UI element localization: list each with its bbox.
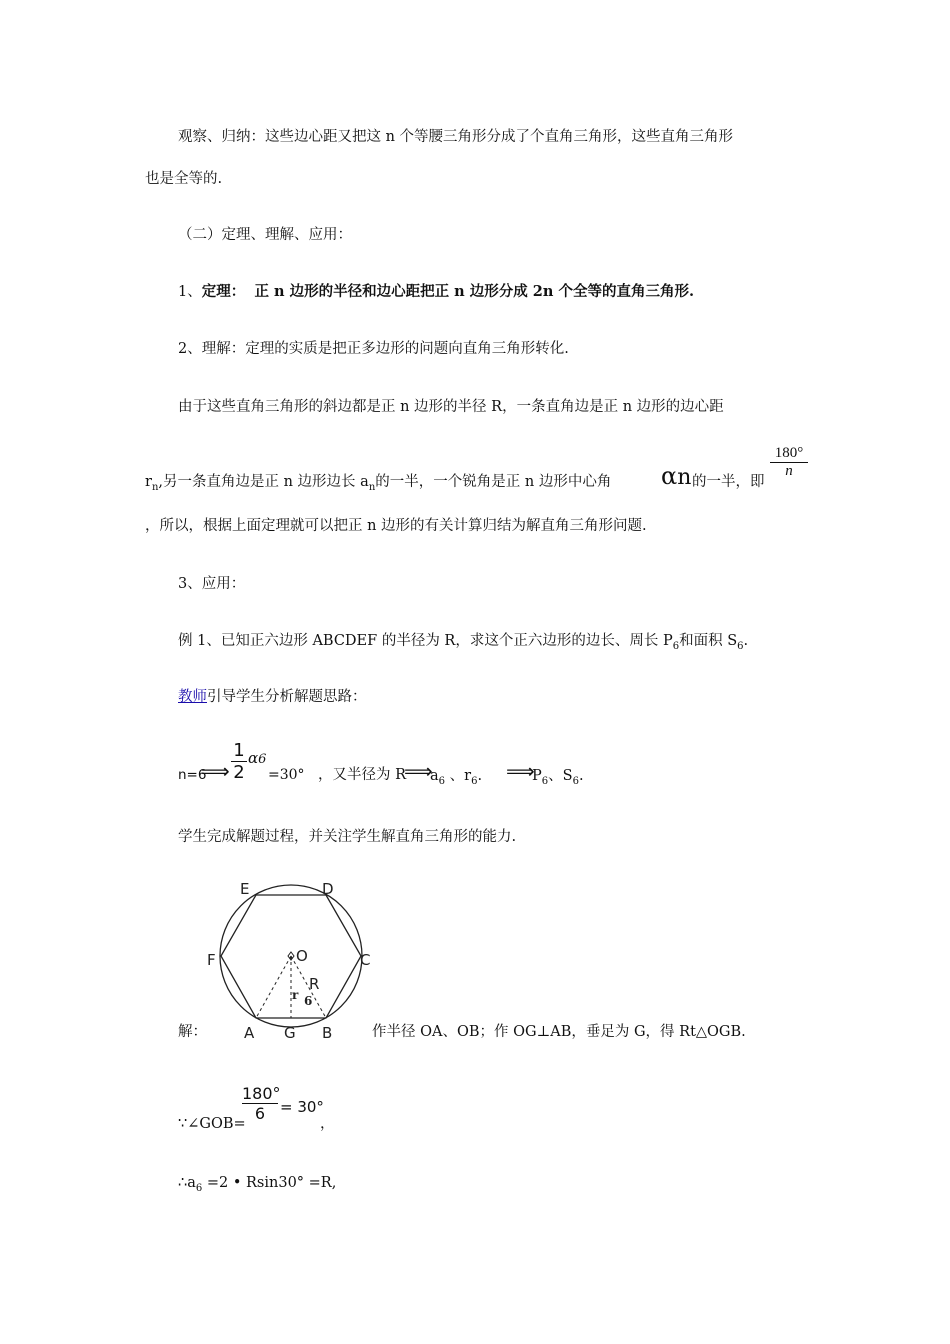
r6-symbol: 、r (445, 768, 472, 784)
observe-line-2: 也是全等的. (145, 171, 223, 187)
theorem-line (178, 282, 694, 302)
example-line (178, 631, 748, 657)
because-part-4: 的一半，即 (692, 474, 765, 490)
because-line-3: ，所以，根据上面定理就可以把正 n 边形的有关计算归结为解直角三角形问题. (145, 518, 647, 534)
a6-subscript: 6 (438, 775, 446, 787)
an-subscript: n (368, 481, 376, 493)
label-d: D (322, 880, 334, 898)
radius-oa (256, 956, 291, 1018)
half-denominator: 2 (233, 762, 245, 783)
rn-subscript: n (151, 481, 159, 493)
label-six: 6 (304, 994, 313, 1008)
angle-fraction (242, 1084, 281, 1123)
because-part-3: 的一半，一个锐角是正 n 边形中心角 (375, 474, 612, 490)
chain-dot: . (477, 768, 483, 784)
theorem-label: 定理： (201, 283, 246, 300)
example-end: . (743, 633, 749, 649)
angle-denominator: 6 (254, 1104, 266, 1123)
teacher-link[interactable]: 教师 (178, 689, 207, 705)
angle-comma: ， (320, 1116, 335, 1132)
chain-n6: n=6 (178, 767, 207, 783)
label-r: R (309, 975, 320, 993)
section-heading: （二）定理、理解、应用： (178, 227, 352, 243)
understand-line: 2、理解：定理的实质是把正多边形的问题向直角三角形转化. (178, 341, 569, 357)
fraction-180-over-n (770, 445, 808, 480)
angle-numerator: 180° (242, 1084, 281, 1103)
student-line: 学生完成解题过程，并关注学生解直角三角形的能力. (178, 829, 517, 845)
s6-subscript: 6 (737, 640, 744, 652)
label-o: O (296, 947, 308, 965)
label-a: A (244, 1024, 255, 1042)
implies-arrow-1: ⟹ (201, 759, 230, 783)
label-e: E (240, 880, 250, 898)
fraction-numerator: 180° (774, 445, 804, 461)
result-text: =2 • Rsin30° =R, (202, 1175, 337, 1191)
fraction-denominator: n (785, 463, 793, 479)
r6-subscript: 6 (471, 775, 478, 787)
solution-label: 解： (178, 1024, 207, 1040)
theorem-text: 正 n 边形的半径和边心距把正 n 边形分成 2n 个全等的直角三角形. (254, 283, 695, 300)
chain-end: . (578, 768, 584, 784)
because-line-2 (145, 472, 611, 498)
because-line-1: 由于这些直角三角形的斜边都是正 n 边形的半径 R，一条直角边是正 n 边形的边心距 (178, 399, 724, 415)
example-text: 例 1、已知正六边形 ABCDEF 的半径为 R，求这个正六边形的边长、周长 P (178, 633, 673, 649)
because-part-2: ,另一条直角边是正 n 边形边长 a (158, 474, 369, 490)
teacher-text: 引导学生分析解题思路： (207, 689, 367, 705)
solution-text: 作半径 OA、OB；作 OG⊥AB，垂足为 G，得 Rt△OGB. (372, 1024, 746, 1040)
label-c: C (360, 951, 371, 969)
s6-symbol: 、S (548, 768, 573, 784)
angle-equals: = 30° (280, 1098, 324, 1116)
chain-p6-s6 (532, 766, 584, 792)
result-subscript: 6 (195, 1182, 203, 1194)
result-prefix: ∴a (178, 1175, 196, 1191)
implies-arrow-2: ⟹ (404, 759, 433, 783)
alpha6-symbol (248, 748, 266, 770)
teacher-line (178, 687, 367, 707)
chain-s6-subscript: 6 (572, 775, 579, 787)
theorem-prefix: 1、 (178, 284, 202, 300)
half-fraction (231, 740, 247, 783)
implies-arrow-3: ⟹ (506, 759, 535, 783)
chain-p6-subscript: 6 (541, 775, 549, 787)
p6-symbol: P (532, 768, 542, 784)
angle-prefix: ∵∠GOB= (178, 1116, 246, 1132)
chain-radius: ，又半径为 R (318, 767, 407, 783)
half-numerator: 1 (233, 740, 245, 761)
label-f: F (207, 951, 216, 969)
central-angle-symbol (661, 462, 691, 490)
chain-eq30: =30° (268, 767, 305, 783)
observe-line-1: 观察、归纳：这些边心距又把这 n 个等腰三角形分成了个直角三角形，这些直角三角形 (178, 129, 734, 145)
p6-subscript: 6 (672, 640, 680, 652)
label-g: G (284, 1024, 296, 1042)
a6-symbol: a (430, 768, 439, 784)
example-mid: 和面积 S (679, 633, 738, 649)
alpha-glyph-2: α (248, 749, 259, 767)
alpha6-subscript: 6 (258, 752, 267, 767)
alpha-glyph: α (661, 462, 678, 490)
label-b: B (322, 1024, 333, 1042)
rn-symbol: r (145, 474, 152, 490)
chain-a6-r6 (430, 766, 482, 792)
apply-heading: 3、应用： (178, 576, 246, 592)
label-r-apothem: r (292, 988, 299, 1002)
result-line (178, 1173, 336, 1199)
hexagon-figure (200, 870, 380, 1045)
alpha-subscript-n: n (677, 465, 692, 490)
